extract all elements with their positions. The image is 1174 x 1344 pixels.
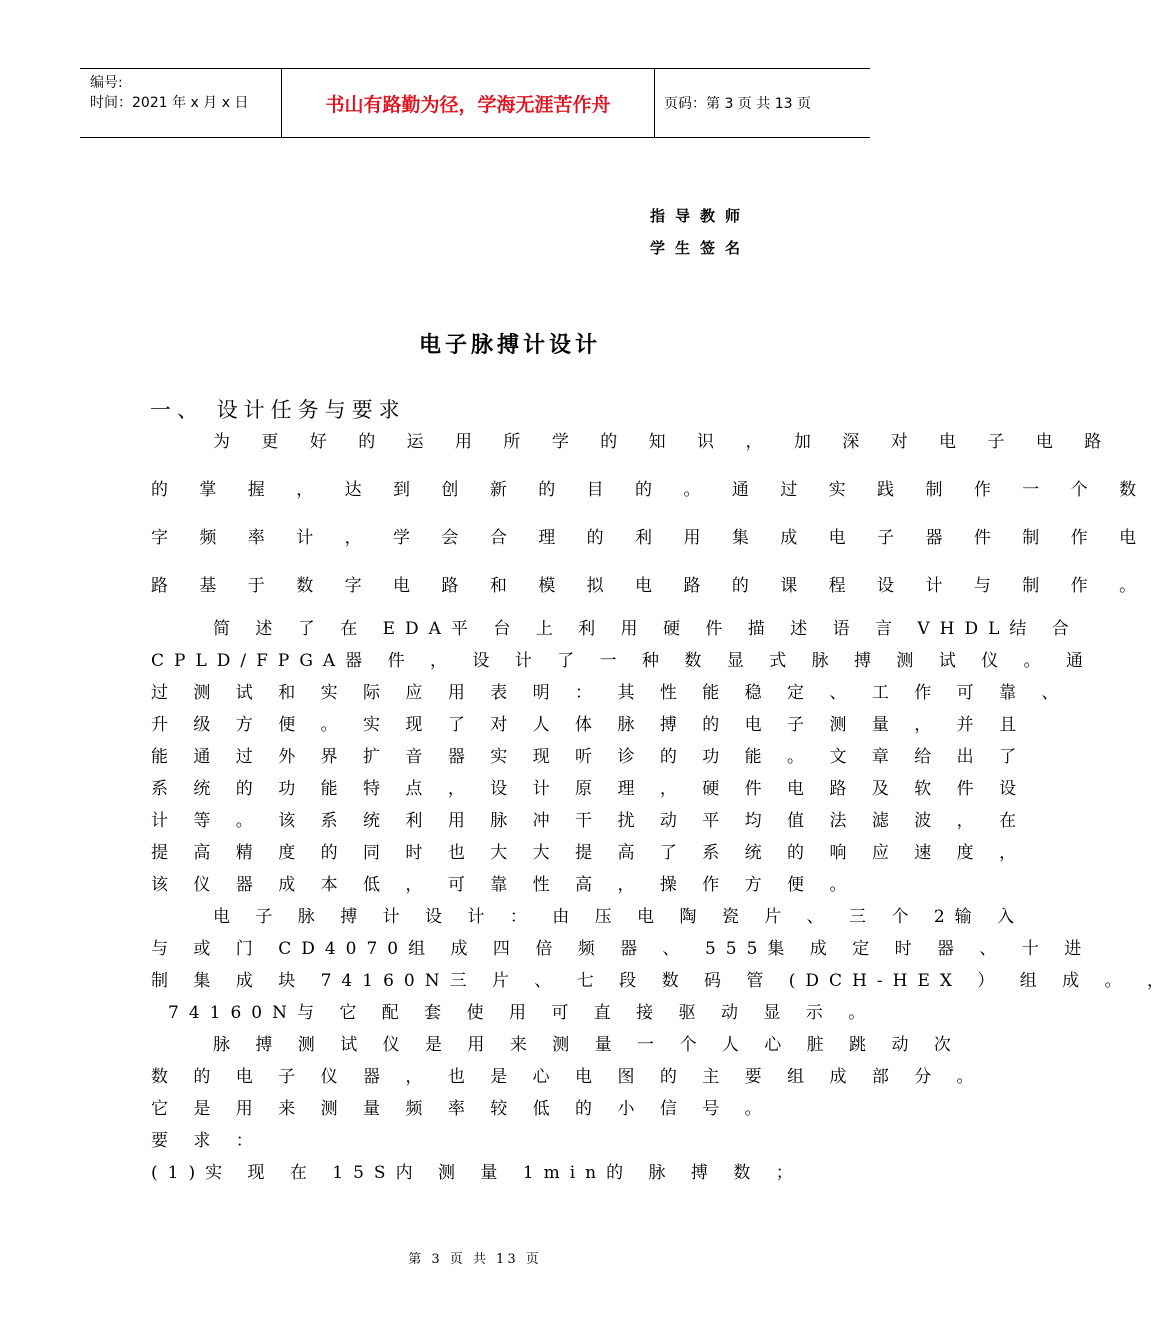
body-line: CPLD/FPGA器 件 ， 设 计 了 一 种 数 显 式 脉 搏 测 试 仪 。 通: [151, 651, 1094, 671]
body-line: 脉 搏 测 试 仪 是 用 来 测 量 一 个 人 心 脏 跳 动 次: [213, 1035, 961, 1055]
body-line: 系 统 的 功 能 特 点 ， 设 计 原 理 ， 硬 件 电 路 及 软 件 设: [151, 779, 1027, 799]
time-label: 时间：2021 年 x 月 x 日: [90, 95, 249, 111]
section-heading: 一、 设计任务与要求: [150, 398, 406, 422]
body-line: 要 求 ：: [151, 1131, 263, 1151]
body-line: 计 等 。 该 系 统 利 用 脉 冲 干 扰 动 平 均 值 法 滤 波 ， 在: [151, 811, 1027, 831]
body-line: 它 是 用 来 测 量 频 率 较 低 的 小 信 号 。: [151, 1099, 772, 1119]
body-line: 提 高 精 度 的 同 时 也 大 大 提 高 了 系 统 的 响 应 速 度 ，: [151, 843, 1027, 863]
header-divider: [654, 69, 655, 137]
body-line: 制 集 成 块 74160N三 片 、 七 段 数 码 管 (DCH-HEX ） 组 成 。 ，: [151, 971, 1174, 991]
body-line: 过 测 试 和 实 际 应 用 表 明 ： 其 性 能 稳 定 、 工 作 可 靠 、: [151, 683, 1069, 703]
body-line: 路 基 于 数 字 电 路 和 模 拟 电 路 的 课 程 设 计 与 制 作 。: [151, 576, 1150, 596]
body-line: 的 掌 握 ， 达 到 创 新 的 目 的 。 通 过 实 践 制 作 一 个 数: [151, 480, 1150, 500]
advisor-label: 指导教师: [650, 207, 751, 225]
body-line: 与 或 门 CD4070组 成 四 倍 频 器 、 555集 成 定 时 器 、 十 进: [151, 939, 1092, 959]
body-line: 字 频 率 计 ， 学 会 合 理 的 利 用 集 成 电 子 器 件 制 作 电: [151, 528, 1150, 548]
body-line: 电 子 脉 搏 计 设 计 ： 由 压 电 陶 瓷 片 、 三 个 2输 入: [213, 907, 1025, 927]
body-line: (1)实 现 在 15S内 测 量 1min的 脉 搏 数 ；: [151, 1163, 803, 1183]
body-line: 为 更 好 的 运 用 所 学 的 知 识 ， 加 深 对 电 子 电 路: [213, 432, 1115, 452]
document-title: 电子脉搏计设计: [418, 333, 601, 358]
body-line: 升 级 方 便 。 实 现 了 对 人 体 脉 搏 的 电 子 测 量 ， 并 且: [151, 715, 1027, 735]
page-header: [80, 68, 870, 138]
body-line: 能 通 过 外 界 扩 音 器 实 现 听 诊 的 功 能 。 文 章 给 出 了: [151, 747, 1027, 767]
body-line: 数 的 电 子 仪 器 ， 也 是 心 电 图 的 主 要 组 成 部 分 。: [151, 1067, 984, 1087]
header-meta: [90, 73, 248, 113]
student-signature-label: 学生签名: [650, 239, 751, 257]
body-line: 74160N与 它 配 套 使 用 可 直 接 驱 动 显 示 。: [168, 1003, 876, 1023]
header-motto: 书山有路勤为径，学海无涯苦作舟: [325, 93, 611, 116]
header-page-label: 页码：第 3 页 共 13 页: [664, 96, 811, 112]
body-line: 简 述 了 在 EDA平 台 上 利 用 硬 件 描 述 语 言 VHDL结 合: [213, 619, 1079, 639]
number-label: 编号:: [90, 75, 123, 91]
page-footer: 第 3 页 共 13 页: [408, 1252, 542, 1267]
body-line: 该 仪 器 成 本 低 ， 可 靠 性 高 ， 操 作 方 便 。: [151, 875, 857, 895]
